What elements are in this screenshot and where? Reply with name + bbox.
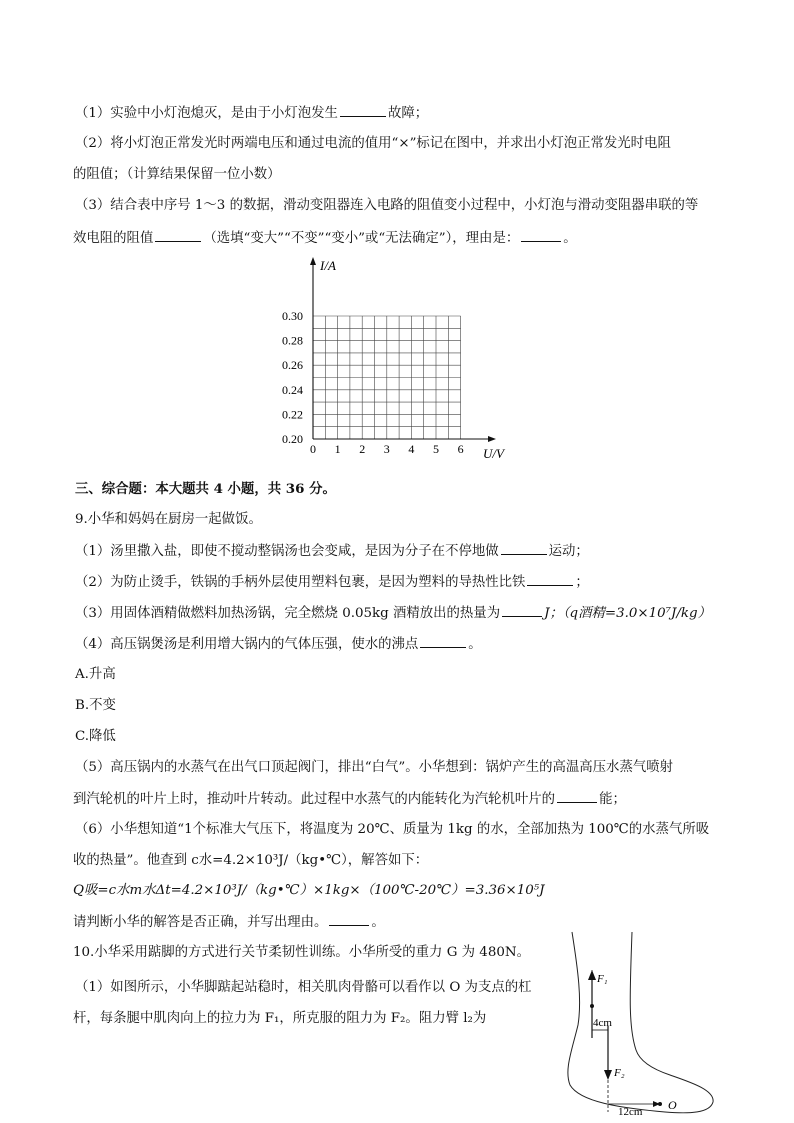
q8-part3-end: 。 — [563, 231, 577, 246]
q9-part5-end: 能； — [599, 792, 626, 807]
q9-part1-end: 运动； — [548, 544, 589, 559]
x-axis-arrow — [488, 436, 496, 442]
x-tick-label: 4 — [408, 442, 415, 456]
q9-part4-end: 。 — [468, 637, 482, 652]
y-tick-label: 0.20 — [282, 432, 303, 446]
q9-part6-line4 — [73, 913, 385, 932]
x-tick-labels — [310, 442, 464, 456]
dim-4cm-label: 4cm — [593, 1017, 612, 1029]
q9-option-a-text: A.升高 — [75, 667, 116, 682]
f2-label: F₂ — [614, 1067, 625, 1079]
q8-part3-blank-1[interactable] — [155, 229, 201, 242]
q9-part6-blank[interactable] — [329, 913, 369, 926]
f1-arrowhead — [588, 970, 596, 980]
q9-part3 — [75, 604, 711, 623]
q10-stem-text: 10.小华采用踮脚的方式进行关节柔韧性训练。小华所受的重力 G 为 480N。 — [73, 945, 530, 960]
q9-part1-blank[interactable] — [501, 542, 547, 555]
q9-part4-blank[interactable] — [420, 635, 466, 648]
q9-part5-line2 — [73, 790, 626, 809]
q9-stem-text: 9.小华和妈妈在厨房一起做饭。 — [75, 512, 262, 527]
y-tick-label: 0.30 — [282, 309, 303, 323]
q10-part1-line1 — [75, 979, 532, 997]
x-tick-label: 2 — [359, 442, 366, 456]
q9-part5-blank[interactable] — [557, 790, 597, 803]
x-tick-label: 0 — [310, 442, 316, 456]
y-tick-label: 0.28 — [282, 333, 303, 348]
x-axis-label: U/V — [483, 446, 504, 461]
q8-part3-blank-2[interactable] — [521, 229, 561, 242]
q8-part3-text-a: （3）结合表中序号 1～3 的数据，滑动变阻器连入电路的阻值变小过程中，小灯泡与滑动变阻器串联的等 — [75, 198, 699, 213]
q9-part6-line1 — [75, 821, 709, 839]
q10-part1-text-a: （1）如图所示，小华脚踮起站稳时，相关肌肉骨骼可以看作以 O 为支点的杠 — [75, 980, 532, 995]
x-tick-label: 3 — [383, 442, 390, 456]
q9-part5-text-a: （5）高压锅内的水蒸气在出气口顶起阀门，排出“白气”。小华想到：锅炉产生的高温高压水蒸气喷射 — [75, 760, 674, 775]
f1-point — [590, 1004, 594, 1008]
f1-label: F₁ — [597, 973, 608, 985]
q9-part2-blank[interactable] — [527, 573, 573, 586]
q9-part6-formula-text: Q吸=c水m水Δt=4.2×10³J/（kg•℃）×1kg×（100℃-20℃）=3.36×10⁵J — [73, 883, 545, 898]
q8-part2-line1 — [75, 135, 671, 153]
q9-option-b[interactable] — [75, 697, 116, 715]
y-tick-label: 0.24 — [282, 382, 303, 397]
x-tick-label: 1 — [334, 442, 341, 456]
q9-option-b-text: B.不变 — [75, 698, 116, 713]
foot-lever-figure — [560, 930, 720, 1120]
iu-graph — [280, 255, 510, 465]
q8-part2-text-b: 的阻值；（计算结果保留一位小数） — [73, 167, 281, 182]
q9-part6-text-a: （6）小华想知道“1个标准大气压下，将温度为 20℃、质量为 1kg 的水，全部加热为 100℃的水蒸气所吸 — [75, 822, 710, 837]
q8-part1 — [75, 104, 428, 123]
pivot-point — [658, 1102, 662, 1106]
q9-part6-text-b: 收的热量”。他查到 c水=4.2×10³J/（kg•℃），解答如下： — [73, 853, 429, 868]
q9-option-c[interactable] — [75, 728, 116, 746]
q8-part3-text-b1: 效电阻的阻值 — [73, 231, 154, 246]
q8-part1-end: 故障； — [387, 106, 429, 121]
q9-part3-blank[interactable] — [502, 604, 542, 617]
q9-part4-text: （4）高压锅煲汤是利用增大锅内的气体压强，使水的沸点 — [75, 637, 419, 652]
q10-part1-line2 — [73, 1010, 486, 1028]
y-axis-arrow — [310, 257, 316, 265]
leg-outline-left — [568, 932, 713, 1113]
q9-part6-formula — [73, 882, 545, 900]
f2-arrowhead — [604, 1070, 612, 1080]
y-tick-labels — [282, 309, 303, 446]
q9-part3-end: J；（q酒精=3.0×10⁷J/kg） — [544, 606, 711, 621]
q9-part6-text-d: 请判断小华的解答是否正确，并写出理由。 — [73, 915, 328, 930]
q10-stem — [73, 944, 530, 962]
q9-part4 — [75, 635, 482, 654]
q8-part3-line1 — [75, 197, 698, 215]
section3-header-text: 三、综合题：本大题共 4 小题，共 36 分。 — [75, 481, 336, 497]
q9-part1 — [75, 542, 589, 561]
q8-part3-text-b2: （选填“变大”“不变”“变小”或“无法确定”），理由是： — [203, 231, 520, 246]
q8-part1-text: （1）实验中小灯泡熄灭，是由于小灯泡发生 — [75, 106, 338, 121]
q9-option-a[interactable] — [75, 666, 116, 684]
q9-part2-end: ； — [575, 575, 589, 590]
q9-part6-end: 。 — [371, 915, 385, 930]
q9-part2 — [75, 573, 589, 592]
y-tick-label: 0.26 — [282, 358, 303, 373]
y-axis-label: I/A — [320, 258, 336, 273]
q10-part1-text-b: 杆，每条腿中肌肉向上的拉力为 F₁，所克服的阻力为 F₂。阻力臂 l₂为 — [73, 1011, 487, 1026]
q9-part2-text: （2）为防止烫手，铁锅的手柄外层使用塑料包裹，是因为塑料的导热性比铁 — [75, 575, 526, 590]
dim-12cm-label: 12cm — [618, 1106, 643, 1118]
q9-stem — [75, 511, 262, 529]
section3-header — [75, 480, 336, 498]
q8-part2-text-a: （2）将小灯泡正常发光时两端电压和通过电流的值用“×”标记在图中，并求出小灯泡正常发光时电阻 — [75, 136, 671, 151]
q9-option-c-text: C.降低 — [75, 729, 116, 744]
q8-part3-line2 — [73, 229, 577, 248]
q9-part6-line2 — [73, 852, 428, 870]
q9-part1-text: （1）汤里撒入盐，即使不搅动整锅汤也会变咸，是因为分子在不停地做 — [75, 544, 499, 559]
pivot-label: O — [668, 1098, 677, 1112]
x-tick-label: 6 — [457, 442, 464, 456]
q9-part5-line1 — [75, 759, 673, 777]
x-tick-label: 5 — [433, 442, 439, 456]
q9-part3-text: （3）用固体酒精做燃料加热汤锅，完全燃烧 0.05kg 酒精放出的热量为 — [75, 606, 501, 621]
graph-grid — [313, 316, 461, 439]
q8-part2-line2 — [73, 166, 281, 184]
y-tick-label: 0.22 — [282, 407, 303, 422]
q8-part1-blank[interactable] — [340, 104, 386, 117]
q9-part5-text-b: 到汽轮机的叶片上时，推动叶片转动。此过程中水蒸气的内能转化为汽轮机叶片的 — [73, 792, 556, 807]
